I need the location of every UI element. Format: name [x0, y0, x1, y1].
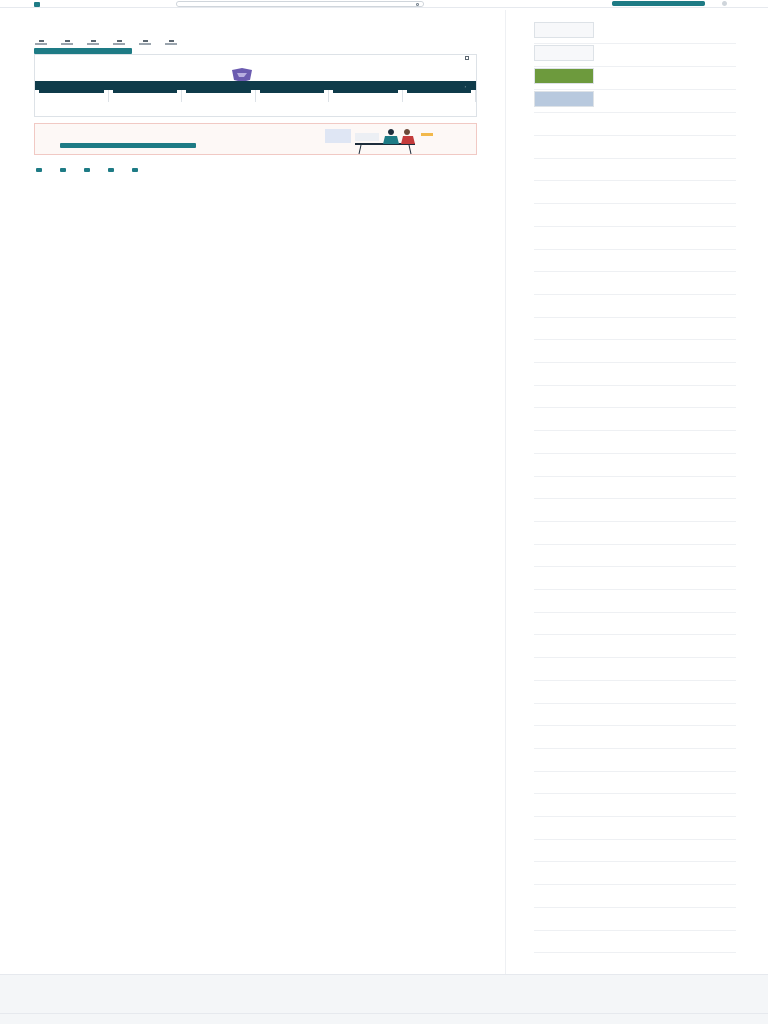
- recommended-doc[interactable]: [534, 818, 736, 840]
- embed-icon: [143, 40, 148, 42]
- recommended-doc[interactable]: [534, 682, 736, 704]
- email-icon[interactable]: [132, 168, 138, 172]
- footer-bottom: [0, 1013, 768, 1024]
- recommended-doc[interactable]: [534, 273, 736, 295]
- recommended-doc[interactable]: [534, 795, 736, 817]
- recommended-doc[interactable]: [534, 886, 736, 908]
- chevron-right-icon[interactable]: ›: [464, 84, 466, 89]
- recommended-doc[interactable]: [534, 477, 736, 499]
- recommended-doc[interactable]: [534, 205, 736, 227]
- user-avatar[interactable]: [722, 1, 727, 6]
- recommended-doc[interactable]: [534, 636, 736, 658]
- search-input[interactable]: [176, 1, 424, 7]
- stat-label: [113, 43, 125, 45]
- related-thumbnails: [35, 90, 476, 102]
- scribd-viewer-logo-icon: [228, 68, 256, 82]
- recommended-doc[interactable]: [534, 137, 736, 159]
- recommended-doc[interactable]: [534, 909, 736, 931]
- rail-divider: [505, 10, 506, 974]
- recommended-doc[interactable]: [534, 296, 736, 318]
- stat-label: [35, 43, 47, 45]
- recommended-doc[interactable]: [534, 409, 736, 431]
- linkedin-icon[interactable]: [84, 168, 90, 172]
- bookmark-icon: [117, 40, 122, 42]
- twitter-icon[interactable]: [60, 168, 66, 172]
- recommended-doc[interactable]: [534, 159, 736, 181]
- recommended-doc[interactable]: [534, 318, 736, 340]
- related-titles-banner: [35, 81, 476, 90]
- share-icons: [36, 168, 138, 172]
- recommended-doc[interactable]: [534, 250, 736, 272]
- recommended-doc[interactable]: [534, 341, 736, 363]
- recommended-doc[interactable]: [534, 863, 736, 885]
- read-free-button[interactable]: [612, 1, 705, 6]
- stat-label: [87, 43, 99, 45]
- recommended-doc[interactable]: [534, 750, 736, 772]
- footer: [0, 974, 768, 1024]
- doc-thumbnail[interactable]: [534, 45, 594, 61]
- recommended-doc[interactable]: [534, 613, 736, 635]
- doc-thumbnail[interactable]: [534, 68, 594, 84]
- fullscreen-icon[interactable]: [465, 56, 469, 60]
- free-trial-banner: [34, 123, 477, 155]
- recommended-doc[interactable]: [534, 68, 736, 90]
- search-icon[interactable]: [416, 3, 419, 6]
- scribd-logo[interactable]: [34, 1, 42, 7]
- recommended-doc[interactable]: [534, 22, 736, 44]
- recommended-doc[interactable]: [534, 91, 736, 113]
- recommended-doc[interactable]: [534, 591, 736, 613]
- related-thumb[interactable]: [109, 90, 183, 102]
- print-icon: [169, 40, 174, 42]
- related-thumb[interactable]: [35, 90, 109, 102]
- recommended-doc[interactable]: [534, 727, 736, 749]
- stat-votes-up[interactable]: [34, 40, 48, 47]
- reading-illustration: [325, 127, 455, 154]
- recommended-doc[interactable]: [534, 659, 736, 681]
- recommended-doc[interactable]: [534, 931, 736, 953]
- eye-icon: [91, 40, 96, 42]
- thumbs-up-icon: [39, 40, 44, 42]
- recommended-doc[interactable]: [534, 45, 736, 67]
- document-viewer: [34, 54, 477, 117]
- recommended-doc[interactable]: [534, 954, 736, 976]
- recommended-doc[interactable]: [534, 228, 736, 250]
- recommended-doc[interactable]: [534, 182, 736, 204]
- related-thumb[interactable]: [403, 90, 477, 102]
- pinterest-icon[interactable]: [108, 168, 114, 172]
- related-thumb[interactable]: [329, 90, 403, 102]
- facebook-icon[interactable]: [36, 168, 42, 172]
- stat-views: [86, 40, 100, 47]
- recommended-doc[interactable]: [534, 545, 736, 567]
- stat-label: [61, 43, 73, 45]
- recommended-doc[interactable]: [534, 386, 736, 408]
- recommended-doc[interactable]: [534, 772, 736, 794]
- embed-button[interactable]: [138, 40, 152, 47]
- doc-stats: [34, 40, 178, 47]
- recommended-doc[interactable]: [534, 704, 736, 726]
- save-button[interactable]: [112, 40, 126, 47]
- continue-reading-button[interactable]: [60, 143, 196, 148]
- top-navbar: [0, 0, 768, 8]
- recommended-doc[interactable]: [534, 568, 736, 590]
- recommended-doc[interactable]: [534, 455, 736, 477]
- logo-icon: [34, 2, 40, 7]
- stat-label: [139, 43, 151, 45]
- doc-thumbnail[interactable]: [534, 22, 594, 38]
- recommended-doc[interactable]: [534, 500, 736, 522]
- related-thumb[interactable]: [182, 90, 256, 102]
- stat-label: [165, 43, 177, 45]
- thumbs-down-icon: [65, 40, 70, 42]
- recommended-doc[interactable]: [534, 840, 736, 862]
- viewer-toolbar: [35, 55, 476, 61]
- stat-votes-down[interactable]: [60, 40, 74, 47]
- recommended-doc[interactable]: [534, 114, 736, 136]
- recommended-doc[interactable]: [534, 523, 736, 545]
- recommended-doc[interactable]: [534, 432, 736, 454]
- doc-thumbnail[interactable]: [534, 91, 594, 107]
- print-button[interactable]: [164, 40, 178, 47]
- recommended-doc[interactable]: [534, 364, 736, 386]
- related-thumb[interactable]: [256, 90, 330, 102]
